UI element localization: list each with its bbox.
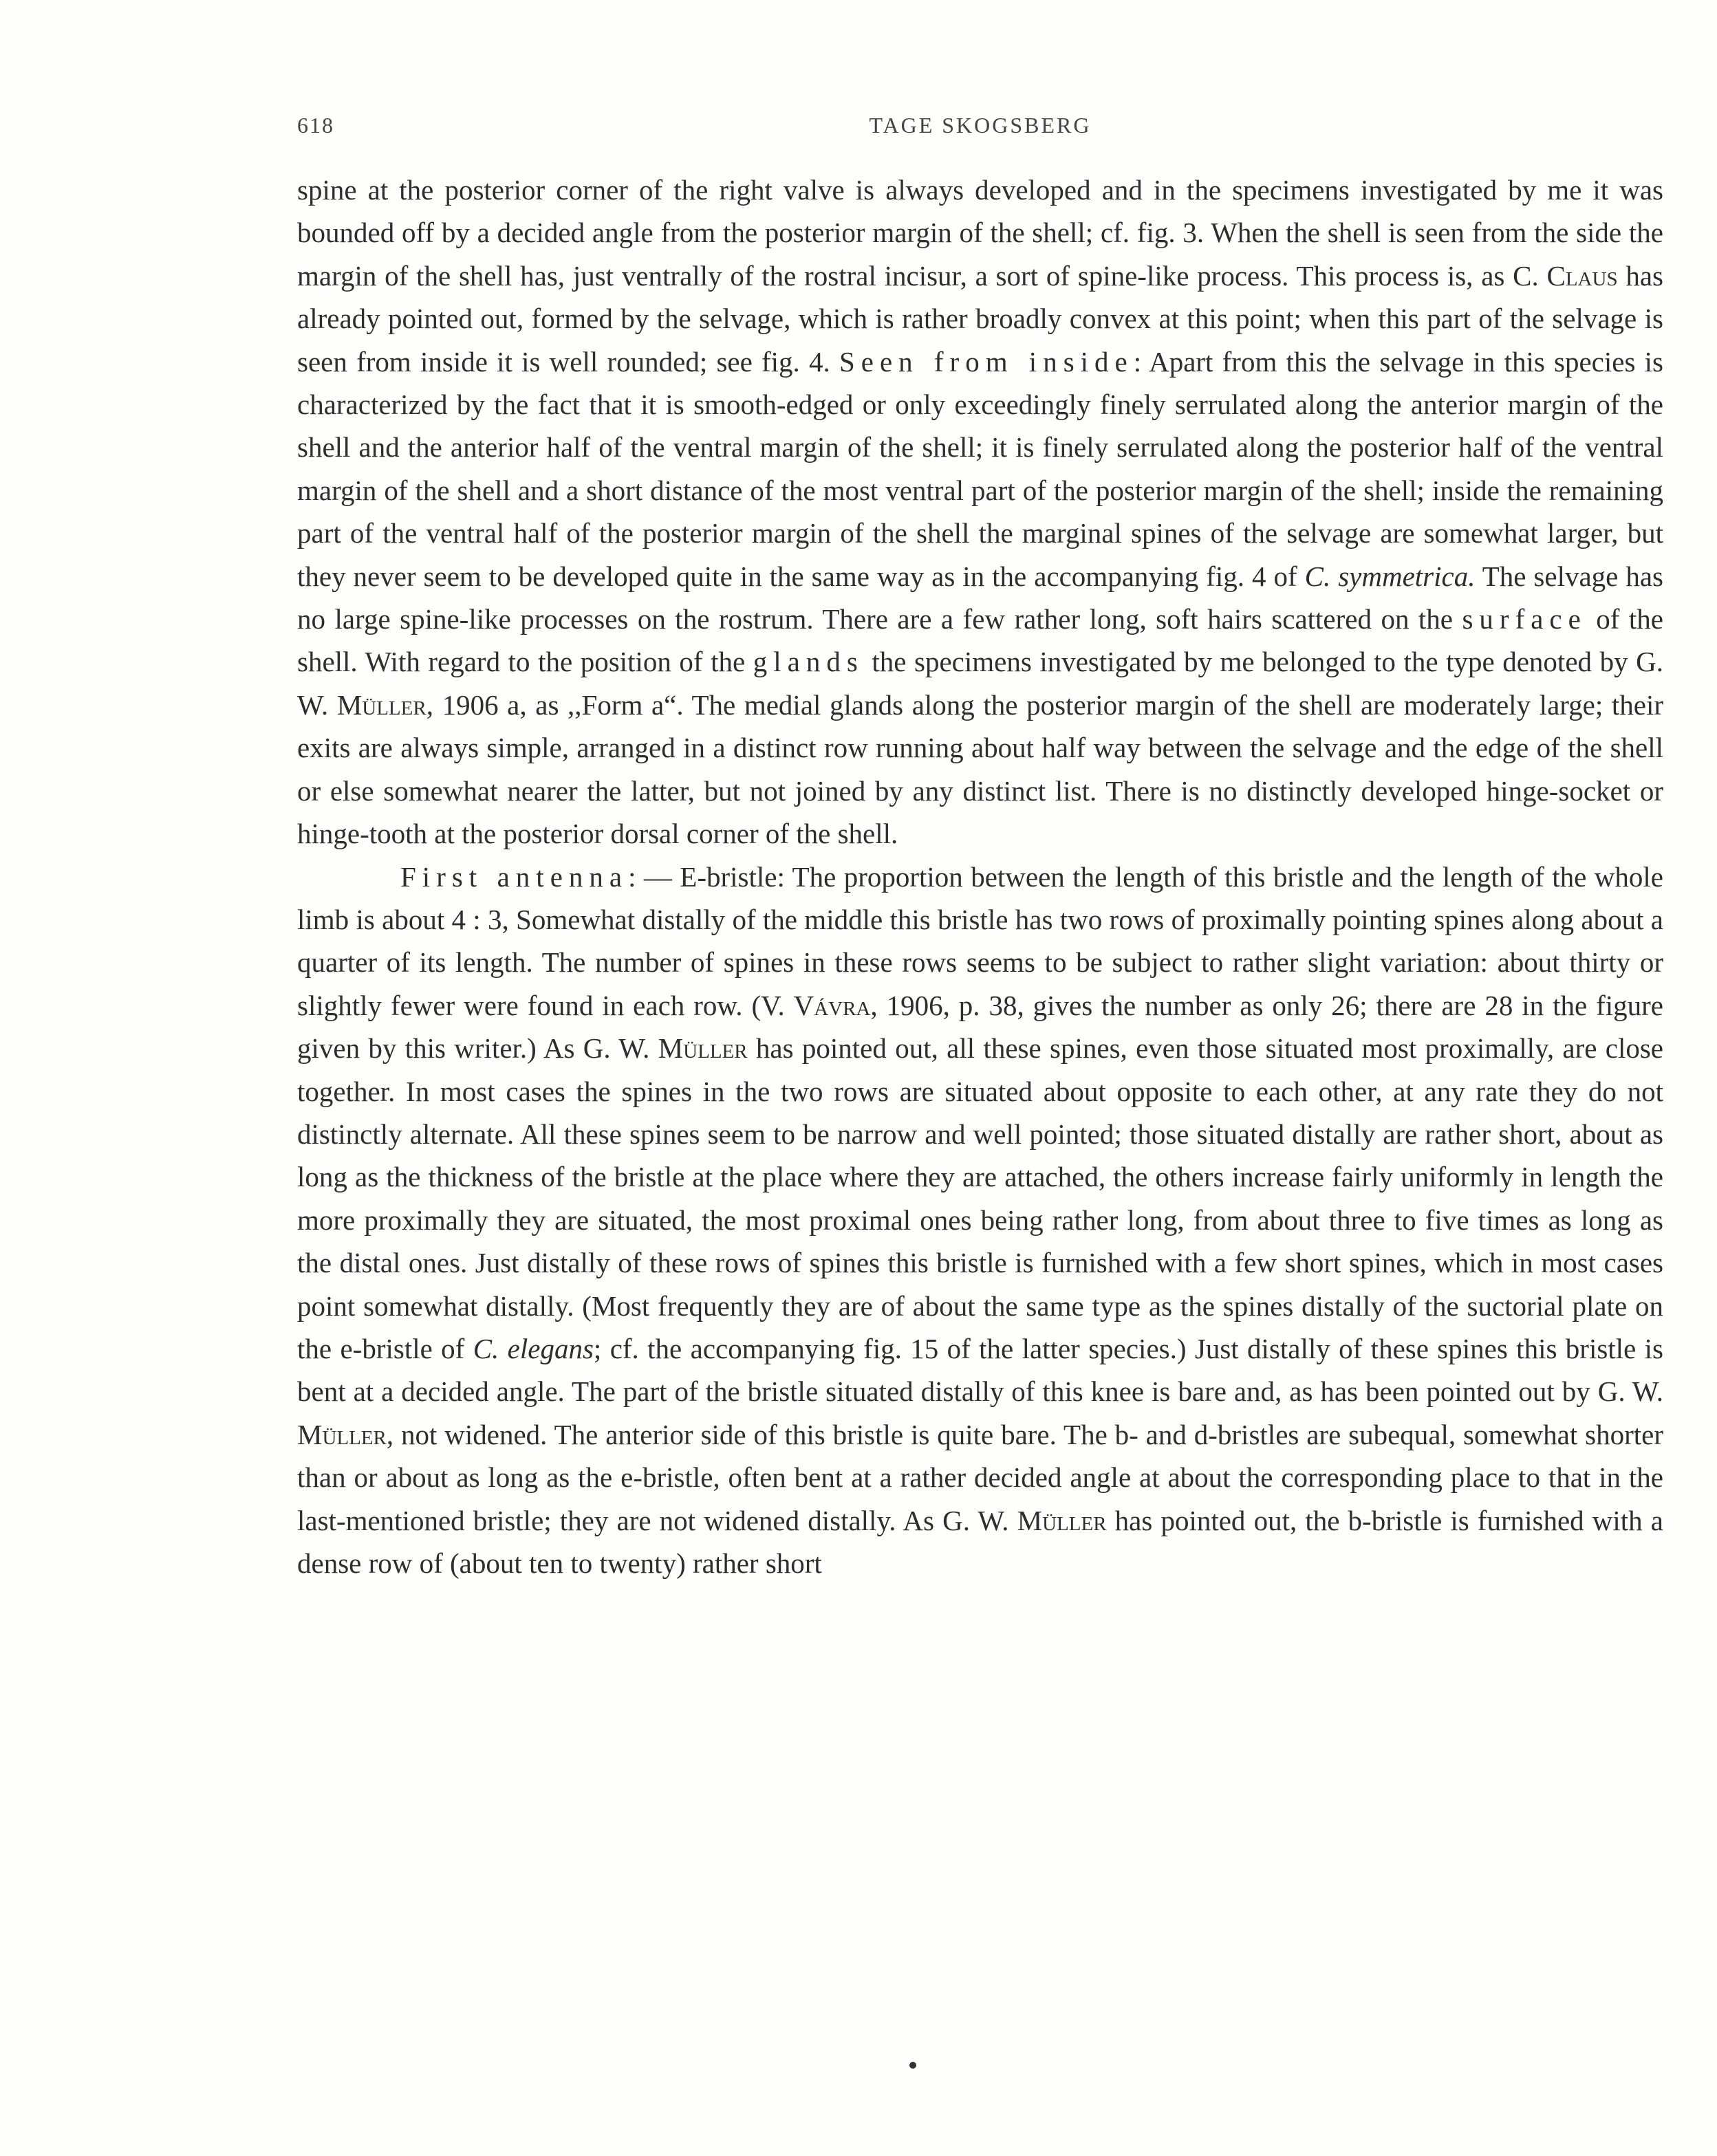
author-name: Müller xyxy=(1017,1504,1107,1536)
section-heading-first-antenna: First antenna xyxy=(400,860,629,893)
page-header xyxy=(297,107,1663,149)
spaced-term: Seen from inside xyxy=(839,345,1134,378)
body-text xyxy=(297,168,1663,1585)
spaced-term: glands xyxy=(753,646,864,678)
paragraph-shell-description: spine at the posterior corner of the right valve is always developed and in the specimens investigated by me it was bounded off by a decided angle from the posterior margin of the shell; cf. fig. 3. When the shell is seen from the side the margin of the shell has, just ventrally of the rostral incisur, a sort of spine-like process. This process is, as C. Claus has already pointed out, formed by the selvage, which is rather broadly convex at this point; when this part of the selvage is seen from inside it is well rounded; see fig. 4. Seen from inside: Apart from this the selvage in this species is characterized by the fact that it is smooth-edged or only exceedingly finely serrulated along the anterior margin of the shell and the anterior half of the ventral margin of the shell; it is finely serrulated along the posterior half of the ventral margin of the shell and a short distance of the most ventral part of the posterior margin of the shell; inside the remaining part of the ventral half of the posterior margin of the shell the marginal spines of the selvage are somewhat larger, but they never seem to be developed quite in the same way as in the accompanying fig. 4 of C. symmetrica. The selvage has no large spine-like processes on the rostrum. There are a few rather long, soft hairs scattered on the surface of the shell. With regard to the position of the glands the specimens investigated by me belonged to the type denoted by G. W. Müller, 1906 a, as ,,Form a“. The medial glands along the posterior margin of the shell are moderately large; their exits are always simple, arranged in a distinct row running about half way between the selvage and the edge of the shell or else somewhat nearer the latter, but not joined by any distinct list. There is no distinctly developed hinge-socket or hinge-tooth at the posterior dorsal corner of the shell. xyxy=(297,174,1664,850)
species-name: C. elegans xyxy=(473,1332,594,1364)
author-name: Müller xyxy=(658,1032,748,1065)
author-name: Müller xyxy=(336,688,426,721)
author-name: Vávra xyxy=(793,989,871,1021)
paragraph-first-antenna: First antenna: — E-bristle: The proportion between the length of this bristle and the length of the whole limb is about 4 : 3, Somewhat distally of the middle this bristle has two rows of proximally pointing spines along about a quarter of its length. The number of spines in these rows seems to be subject to rather slight variation: about thirty or slightly fewer were found in each row. (V. Vávra, 1906, p. 38, gives the number as only 26; there are 28 in the figure given by this writer.) As G. W. Müller has pointed out, all these spines, even those situated most proximally, are close together. In most cases the spines in the two rows are situated about opposite to each other, at any rate they do not distinctly alternate. All these spines seem to be narrow and well pointed; those situated distally are rather short, about as long as the thickness of the bristle at the place where they are attached, the others increase fairly uniformly in length the more proximally they are situated, the most proximal ones being rather long, from about three to five times as long as the distal ones. Just distally of these rows of spines this bristle is furnished with a few short spines, which in most cases point somewhat distally. (Most frequently they are of about the same type as the spines distally of the suctorial plate on the e-bristle of C. elegans; cf. the accompanying fig. 15 of the latter species.) Just distally of these spines this bristle is bent at a decided angle. The part of the bristle situated distally of this knee is bare and, as has been pointed out by G. W. Müller, not widened. The anterior side of this bristle is quite bare. The b- and d-bristles are subequal, somewhat shorter than or about as long as the e-bristle, often bent at a rather decided angle at about the corresponding place to that in the last-mentioned bristle; they are not widened distally. As G. W. Müller has pointed out, the b-bristle is furnished with a dense row of (about ten to twenty) rather short xyxy=(297,860,1664,1579)
author-name: Müller xyxy=(297,1418,387,1450)
page-number: 618 xyxy=(297,113,334,138)
footer-dot xyxy=(909,2062,916,2069)
author-name: Claus xyxy=(1546,259,1618,292)
species-name: C. symmetrica. xyxy=(1304,560,1476,592)
spaced-term: surface xyxy=(1462,603,1587,635)
running-head: TAGE SKOGSBERG xyxy=(869,113,1092,138)
